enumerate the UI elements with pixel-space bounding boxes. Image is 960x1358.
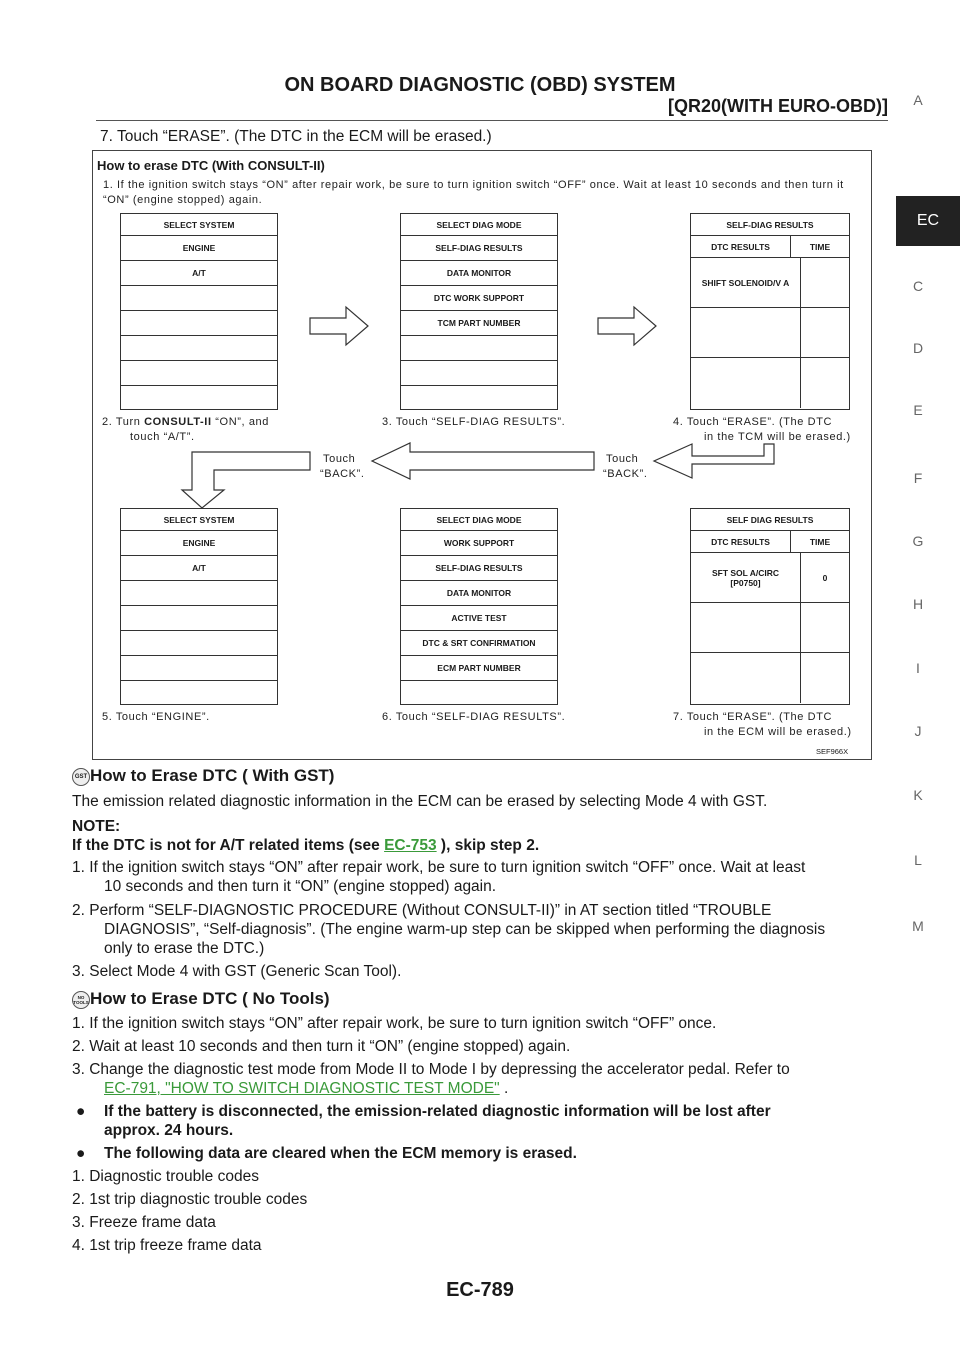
screen-col-headers [691,531,849,553]
bullet-icon: ● [76,1145,86,1162]
screen-row: SELECT DIAG MODE [401,509,557,531]
side-index-e[interactable]: E [913,402,923,418]
col-dtc-results: DTC RESULTS [691,531,791,552]
side-index-c[interactable]: C [912,278,924,294]
page-number: EC-789 [446,1279,514,1301]
arrow-left-icon [652,442,778,482]
screen-select-system-1 [120,213,278,410]
screen-row [121,581,277,606]
screen-row[interactable]: DTC & SRT CONFIRMATION [401,631,557,656]
notools-step3-line2: EC-791, "HOW TO SWITCH DIAGNOSTIC TEST MODE" . [104,1080,509,1097]
screen-row [121,386,277,409]
dtc-time [801,258,849,308]
side-index-a[interactable]: A [913,92,923,108]
screen-row [121,311,277,336]
screen-row [691,603,800,653]
gst-step1-line2: 10 seconds and then turn it “ON” (engine stopped) again. [104,878,497,895]
dtc-time: 0 [801,553,849,603]
screen-row [121,286,277,311]
gst-heading: How to Erase DTC ( With GST) [90,766,335,785]
screen-select-diag-mode-2 [400,508,558,705]
screen-row [801,308,849,358]
screen-row[interactable]: ENGINE [121,236,277,261]
header-rule [96,120,888,121]
gst-icon: GST [72,768,90,786]
caption-step4: 4. Touch “ERASE”. (The DTC [673,416,833,428]
side-index-i[interactable]: I [916,660,920,676]
screen-col-headers [691,236,849,258]
touch-back-label-1-line2: “BACK”. [320,468,365,480]
notools-step3: 3. Change the diagnostic test mode from Mode II to Mode I by depressing the accelerator pedal. Refer to [72,1061,790,1078]
arrow-right-icon [596,305,658,347]
screen-title: SELF DIAG RESULTS [691,509,849,531]
side-index-h[interactable]: H [912,596,924,612]
side-index-l[interactable]: L [914,852,922,868]
screen-row[interactable]: DATA MONITOR [401,261,557,286]
side-index-j[interactable]: J [914,723,922,739]
screen-row[interactable]: ACTIVE TEST [401,606,557,631]
screen-row[interactable]: A/T [121,556,277,581]
list-item: 1. Diagnostic trouble codes [72,1168,259,1185]
gst-step2-line3: only to erase the DTC.) [104,940,265,957]
screen-select-system-2 [120,508,278,705]
screen-row [401,386,557,409]
gst-note: If the DTC is not for A/T related items (see EC-753 ), skip step 2. [72,837,540,854]
col-time: TIME [809,536,831,547]
figure-id: SEF966X [816,747,849,756]
notools-step2: 2. Wait at least 10 seconds and then turn it “ON” (engine stopped) again. [72,1038,571,1055]
screen-row [121,681,277,704]
link-ec-791[interactable]: EC-791, "HOW TO SWITCH DIAGNOSTIC TEST MODE" [104,1080,500,1097]
arrow-right-icon [308,305,370,347]
screen-row [121,656,277,681]
side-index-ec-active[interactable]: EC [896,196,960,246]
screen-row[interactable]: SELF-DIAG RESULTS [401,236,557,261]
screen-row: SELECT SYSTEM [121,509,277,531]
page-subtitle: [QR20(WITH EURO-OBD)] [668,96,888,116]
screen-row [691,308,800,358]
gst-note-label: NOTE: [72,818,121,835]
side-index-g[interactable]: G [912,533,924,549]
caption-step3: 3. Touch “SELF-DIAG RESULTS”. [382,416,566,428]
caption-step7-line2: in the ECM will be erased.) [704,726,852,738]
screen-row[interactable]: ENGINE [121,531,277,556]
screen-row[interactable]: A/T [121,261,277,286]
screen-row [121,361,277,386]
screen-row[interactable]: SELF-DIAG RESULTS [401,556,557,581]
touch-back-label-1: Touch [323,453,356,465]
col-dtc-results: DTC RESULTS [691,236,791,257]
gst-intro: The emission related diagnostic information in the ECM can be erased by selecting Mode 4 with GST. [72,793,768,810]
screen-title: SELF-DIAG RESULTS [691,214,849,236]
gst-step3: 3. Select Mode 4 with GST (Generic Scan Tool). [72,963,402,980]
figure-step1: 1. If the ignition switch stays “ON” after repair work, be sure to turn ignition switch “OFF” once. Wait at least 10 seconds and then turn it “ON” (engine stopped) again. [103,179,844,206]
touch-back-label-2-line2: “BACK”. [603,468,648,480]
gst-step1: 1. If the ignition switch stays “ON” after repair work, be sure to turn ignition switch “OFF” once. Wait at least [72,859,806,876]
gst-step2: 2. Perform “SELF-DIAGNOSTIC PROCEDURE (Without CONSULT-II)” in AT section titled “TROUBLE [72,902,772,919]
screen-row[interactable]: DTC WORK SUPPORT [401,286,557,311]
screen-results-body [691,258,849,408]
caption-step5: 5. Touch “ENGINE”. [102,711,210,723]
screen-select-diag-mode-1 [400,213,558,410]
screen-row [401,681,557,704]
side-index-f[interactable]: F [913,470,923,486]
screen-row: SELECT DIAG MODE [401,214,557,236]
step7-intro: 7. Touch “ERASE”. (The DTC in the ECM will be erased.) [100,128,492,145]
notools-heading: How to Erase DTC ( No Tools) [90,989,330,1008]
screen-row [801,603,849,653]
side-index-k[interactable]: K [913,787,923,803]
screen-row[interactable]: WORK SUPPORT [401,531,557,556]
screen-row[interactable]: DATA MONITOR [401,581,557,606]
notools-bullet2: The following data are cleared when the ECM memory is erased. [104,1145,577,1162]
no-tools-icon: NO TOOLS [72,991,90,1009]
screen-row[interactable]: TCM PART NUMBER [401,311,557,336]
side-index-d[interactable]: D [912,340,924,356]
touch-back-label-2: Touch [606,453,639,465]
figure-title: How to erase DTC (With CONSULT-II) [97,158,325,173]
bullet-icon: ● [76,1103,86,1120]
col-time: TIME [809,241,831,252]
screen-row [121,336,277,361]
notools-bullet1: If the battery is disconnected, the emission-related diagnostic information will be lost after [104,1103,771,1120]
gst-step2-line2: DIAGNOSIS”, “Self-diagnosis”. (The engine warm-up step can be skipped when performing the diagnosis [104,921,826,938]
screen-row [401,361,557,386]
caption-step7: 7. Touch “ERASE”. (The DTC [673,711,833,723]
screen-row [121,631,277,656]
caption-step2-line2: touch “A/T”. [130,431,195,443]
screen-row [401,336,557,361]
caption-step4-line2: in the TCM will be erased.) [704,431,851,443]
side-index-m[interactable]: M [912,918,924,934]
arrow-down-back-icon [180,448,322,510]
screen-results-body [691,553,849,703]
page-title: ON BOARD DIAGNOSTIC (OBD) SYSTEM [284,74,676,96]
list-item: 4. 1st trip freeze frame data [72,1237,262,1254]
notools-bullet1-line2: approx. 24 hours. [104,1122,234,1139]
screen-self-diag-results-tcm [690,213,850,410]
screen-row[interactable]: ECM PART NUMBER [401,656,557,681]
notools-step1: 1. If the ignition switch stays “ON” after repair work, be sure to turn ignition switch “OFF” once. [72,1015,717,1032]
link-ec-753[interactable]: EC-753 [384,837,437,854]
arrow-left-icon [370,442,596,482]
caption-step6: 6. Touch “SELF-DIAG RESULTS”. [382,711,566,723]
dtc-item: SFT SOL A/CIRC [P0750] [691,553,800,603]
list-item: 3. Freeze frame data [72,1214,216,1231]
screen-self-diag-results-ecm [690,508,850,705]
caption-step2: 2. Turn CONSULT-II “ON”, and [102,416,269,428]
screen-row [121,606,277,631]
dtc-item: SHIFT SOLENOID/V A [691,258,800,308]
list-item: 2. 1st trip diagnostic trouble codes [72,1191,308,1208]
screen-row: SELECT SYSTEM [121,214,277,236]
